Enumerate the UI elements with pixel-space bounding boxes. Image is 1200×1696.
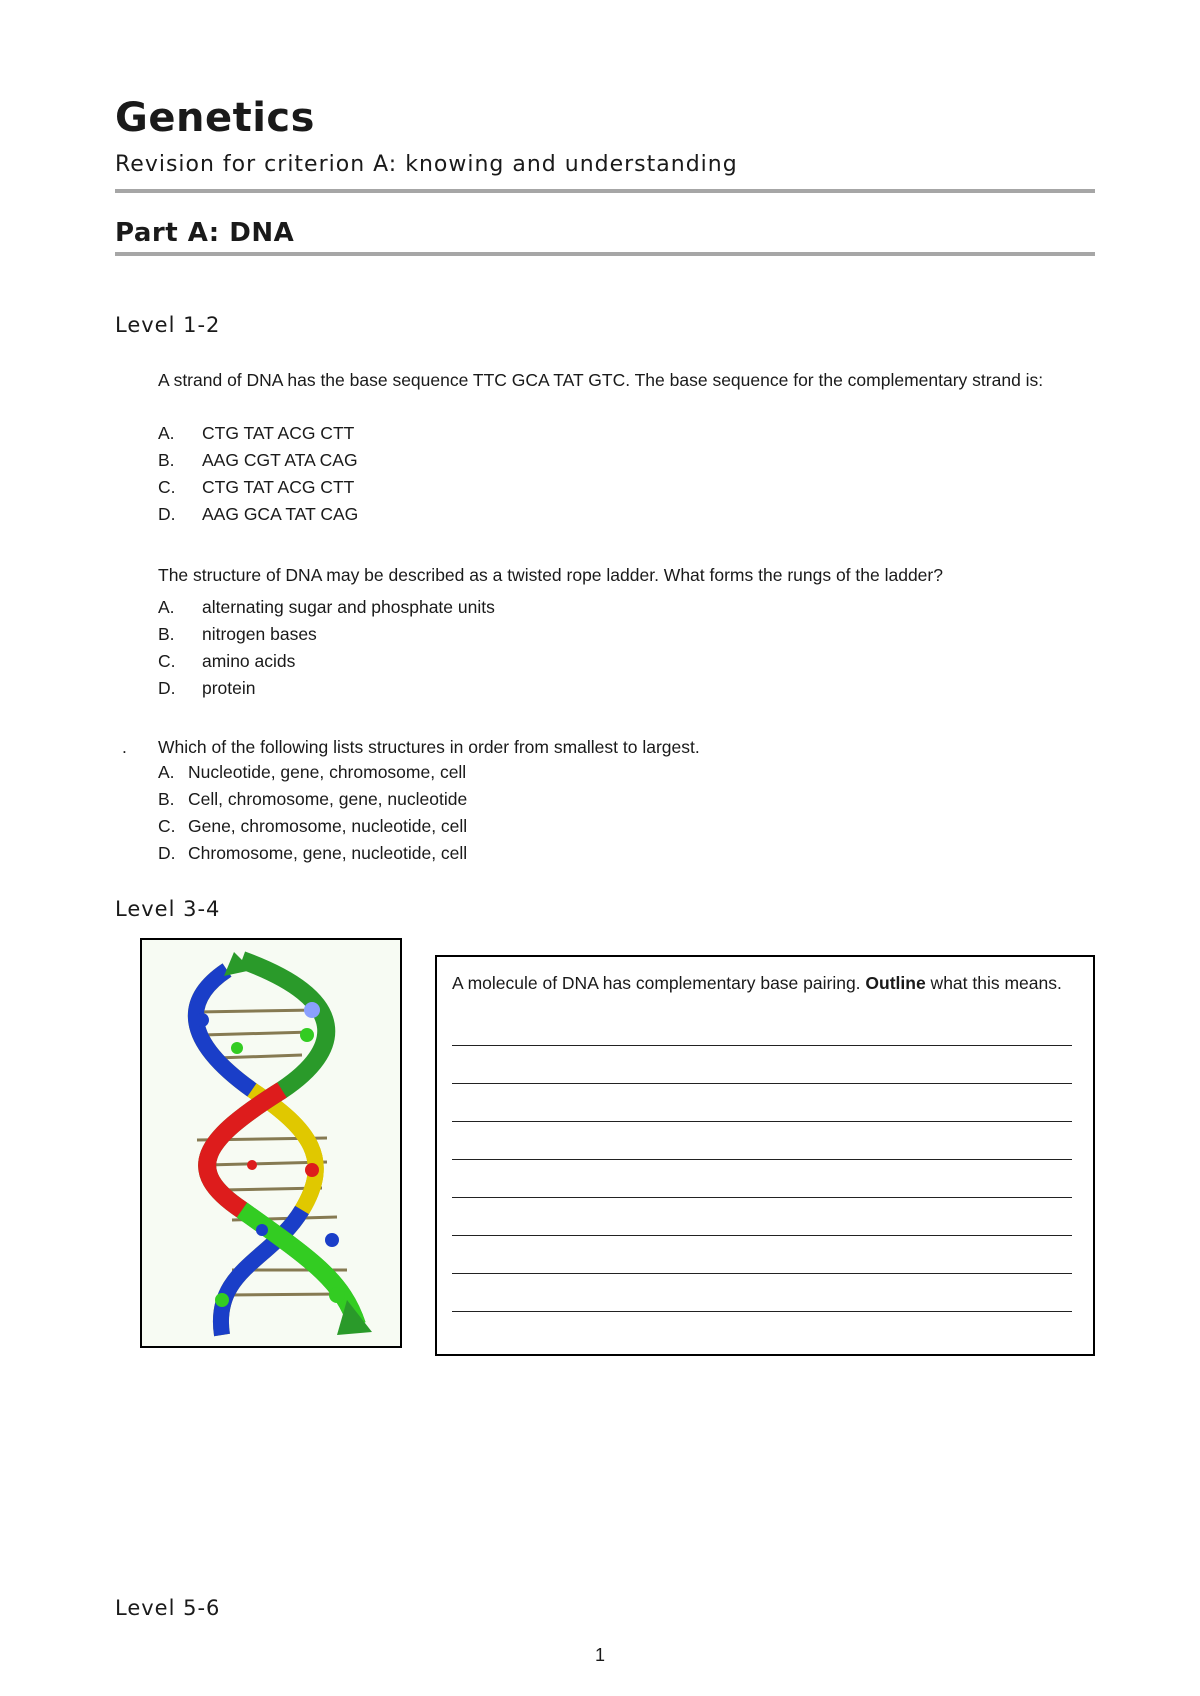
answer-option-c (158, 651, 295, 672)
answer-line[interactable] (452, 1235, 1072, 1236)
option-text: Chromosome, gene, nucleotide, cell (188, 843, 468, 863)
option-text: Nucleotide, gene, chromosome, cell (188, 762, 467, 782)
question-1-stem: A strand of DNA has the base sequence TTC GCA TAT GTC. The base sequence for the complementary strand is: (158, 370, 1044, 390)
divider (115, 252, 1095, 256)
answer-line[interactable] (452, 1083, 1072, 1084)
answer-line[interactable] (452, 1273, 1072, 1274)
page-title: Genetics (115, 95, 315, 141)
option-text: AAG CGT ATA CAG (202, 450, 358, 470)
option-letter: A. (158, 423, 175, 443)
option-letter: C. (158, 651, 176, 671)
option-letter: B. (158, 624, 175, 644)
level-heading-5-6: Level 5-6 (115, 1596, 221, 1620)
answer-option-a (158, 597, 495, 618)
option-text: Gene, chromosome, nucleotide, cell (188, 816, 468, 836)
option-text: CTG TAT ACG CTT (202, 477, 355, 497)
option-text: amino acids (202, 651, 296, 671)
option-letter: A. (158, 597, 175, 617)
answer-option-d (158, 504, 358, 525)
part-heading: Part A: DNA (115, 218, 295, 248)
option-letter: B. (158, 789, 175, 809)
answer-option-d (158, 678, 256, 699)
question-4-stem-end: what this means. (925, 973, 1062, 993)
question-4-stem (452, 969, 1072, 997)
dna-double-helix-image (140, 938, 402, 1348)
question-2-stem: The structure of DNA may be described as a twisted rope ladder. What forms the rungs of the ladder? (158, 565, 943, 585)
answer-option-d (158, 843, 467, 864)
option-text: AAG GCA TAT CAG (202, 504, 359, 524)
answer-option-a (158, 762, 466, 783)
option-letter: C. (158, 477, 176, 497)
question-3-stem: Which of the following lists structures in order from smallest to largest. (158, 737, 700, 757)
question-4-stem-start: A molecule of DNA has complementary base pairing. (452, 973, 866, 993)
option-letter: C. (158, 816, 176, 836)
answer-line[interactable] (452, 1197, 1072, 1198)
option-text: alternating sugar and phosphate units (202, 597, 495, 617)
option-text: nitrogen bases (202, 624, 317, 644)
option-text: protein (202, 678, 256, 698)
answer-box (435, 955, 1095, 1356)
answer-option-a (158, 423, 354, 444)
answer-line[interactable] (452, 1121, 1072, 1122)
answer-line[interactable] (452, 1159, 1072, 1160)
option-text: CTG TAT ACG CTT (202, 423, 355, 443)
option-text: Cell, chromosome, gene, nucleotide (188, 789, 468, 809)
answer-option-c (158, 477, 354, 498)
option-letter: B. (158, 450, 175, 470)
page-subtitle: Revision for criterion A: knowing and understanding (115, 152, 738, 177)
option-letter: D. (158, 504, 176, 524)
option-letter: A. (158, 762, 175, 782)
level-heading-1-2: Level 1-2 (115, 313, 221, 337)
command-word: Outline (865, 973, 926, 993)
option-letter: D. (158, 843, 176, 863)
level-heading-3-4: Level 3-4 (115, 897, 221, 921)
question-3-bullet: . (122, 737, 127, 757)
answer-option-b (158, 450, 358, 471)
answer-line[interactable] (452, 1311, 1072, 1312)
divider (115, 189, 1095, 193)
answer-option-b (158, 789, 467, 810)
answer-option-b (158, 624, 317, 645)
dna-helix-illustration (142, 940, 400, 1346)
answer-option-c (158, 816, 467, 837)
answer-line[interactable] (452, 1045, 1072, 1046)
page-number: 1 (594, 1645, 605, 1665)
option-letter: D. (158, 678, 176, 698)
